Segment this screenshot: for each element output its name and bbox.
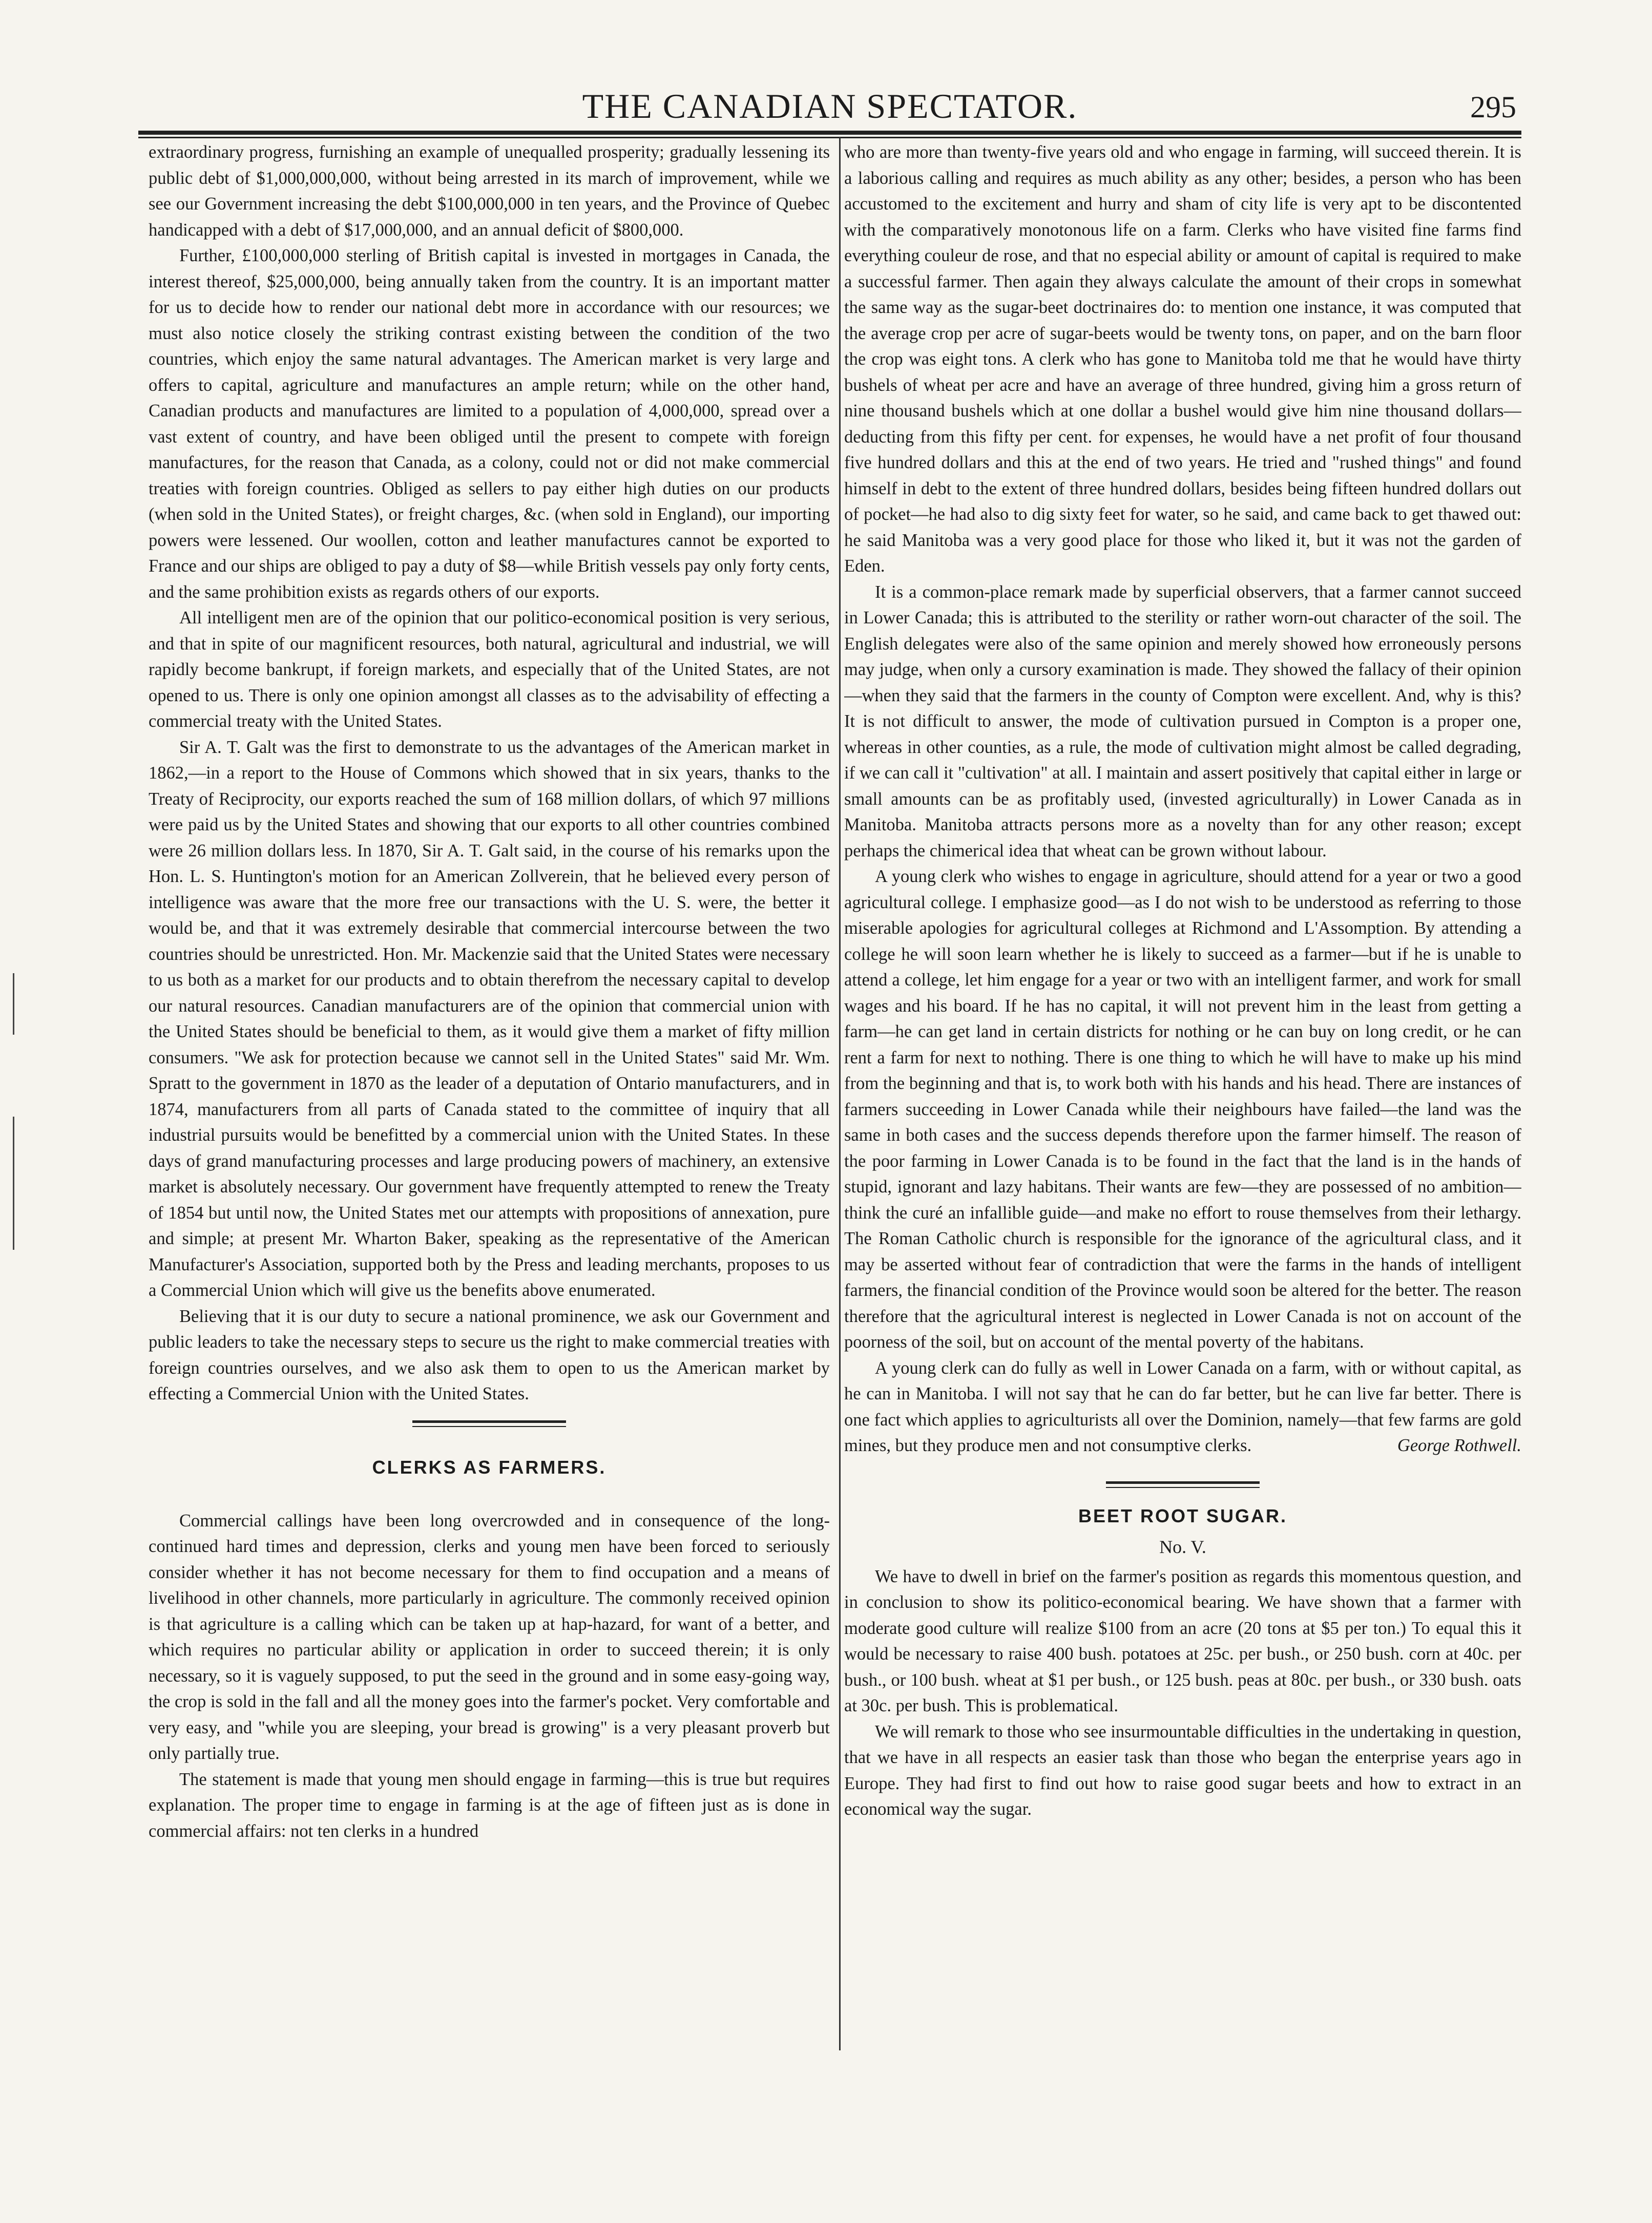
- section-rule: [1106, 1481, 1260, 1484]
- article-paragraph: Further, £100,000,000 sterling of British capital is invested in mortgages in Canada, the interest thereof, $25,000,000, being annually taken from the country. It is an important matter for us to decide how to render our national debt more in accordance with our resources; we must also notice closely the striking contrast existing between the condition of the two countries, which enjoy the same natural advantages. The American market is very large and offers to capital, agriculture and manufactures an ample return; while on the other hand, Canadian products and manufactures are limited to a population of 4,000,000, spread over a vast extent of country, and have been obliged until the present to compete with foreign manufactures, for the reason that Canada, as a colony, could not or did not make commercial treaties with foreign countries. Obliged as sellers to pay either high duties on our products (when sold in the United States), or freight charges, &c. (when sold in England), our importing powers were lessened. Our woollen, cotton and leather manufactures cannot be exported to France and our ships are obliged to pay a duty of $8—while British vessels pay only forty cents, and the same prohibition exists as regards others of our exports.: [149, 246, 830, 602]
- section-subtitle: No. V.: [1159, 1536, 1206, 1557]
- article-paragraph: All intelligent men are of the opinion that our politico-economical position is very serious, and that in spite of our magnificent resources, both natural, agricultural and industrial, we will rapidly become bankrupt, if foreign markets, and especially that of the United States, are not opened to us. There is only one opinion amongst all classes as to the advisability of effecting a commercial treaty with the United States.: [149, 608, 830, 731]
- masthead-rule: [138, 131, 1521, 135]
- article-paragraph: We have to dwell in brief on the farmer's position as regards this momentous question, and in conclusion to show its politico-economical bearing. We have shown that a farmer with moderate good culture will realize $100 from an acre (20 tons at $5 per ton.) To equal this it would be necessary to raise 400 bush. potatoes at 25c. per bush., or 250 bush. corn at 40c. per bush., or 100 bush. wheat at $1 per bush., or 125 bush. peas at 80c. per bush., or 330 bush. oats at 30c. per bush. This is problematical.: [844, 1566, 1521, 1715]
- article-paragraph: extraordinary progress, furnishing an example of unequalled prosperity; gradually lessening its public debt of $1,000,000,000, without being arrested in its march of improvement, while we see our Government increasing the debt $100,000,000 in ten years, and the Province of Quebec handicapped with a debt of $17,000,000, and an annual deficit of $800,000.: [149, 142, 830, 240]
- article-paragraph-text: A young clerk can do fully as well in Lower Canada on a farm, with or without capital, as he can in Manitoba. I will not say that he can do far better, but he can live far better. There is one fact which applies to agriculturists all over the Dominion, namely—that few farms are gold mines, but they produce men and not consumptive clerks.: [844, 1358, 1521, 1455]
- page-number: 295: [1470, 90, 1516, 124]
- right-column: [844, 139, 1521, 2055]
- section-rule: [412, 1420, 566, 1423]
- section-title-clerks-as-farmers: CLERKS AS FARMERS.: [372, 1456, 607, 1478]
- article-paragraph: [844, 1355, 1521, 1459]
- masthead-rule-thin: [138, 137, 1521, 138]
- article-paragraph: It is a common-place remark made by superficial observers, that a farmer cannot succeed in Lower Canada; this is attributed to the sterility or rather worn-out character of the soil. The English delegates were also of the same opinion and merely showed how erroneously persons may judge, when only a cursory examination is made. They showed the fallacy of their opinion—when they said that the farmers in the county of Compton were excellent. And, why is this? It is not difficult to answer, the mode of cultivation pursued in Compton is a proper one, whereas in other counties, as a rule, the mode of cultivation might almost be called degrading, if we can call it "cultivation" at all. I maintain and assert positively that capital either in large or small amounts can be as profitably used, (invested agriculturally) in Lower Canada as in Manitoba. Manitoba attracts persons more as a novelty than for any other reason; except perhaps the chimerical idea that wheat can be grown without labour.: [844, 582, 1521, 861]
- section-title-beet-root-sugar: BEET ROOT SUGAR.: [1078, 1505, 1288, 1526]
- article-paragraph: A young clerk who wishes to engage in agriculture, should attend for a year or two a good agricultural college. I emphasize good—as I do not wish to be understood as referring to those miserable apologies for agricultural colleges at Richmond and L'Assomption. By attending a college he will soon learn whether he is likely to succeed as a farmer—but if he is unable to attend a college, let him engage for a year or two with an intelligent farmer, and work for small wages and his board. If he has no capital, it will not prevent him in the least from getting a farm—he can get land in certain districts for nothing or he can buy on long credit, or he can rent a farm for next to nothing. There is one thing to which he will have to make up his mind from the beginning and that is, to work both with his hands and his head. There are instances of farmers succeeding in Lower Canada while their neighbours have failed—the land was the same in both cases and the success depends therefore upon the farmer himself. The reason of the poor farming in Lower Canada is to be found in the fact that the land is in the hands of stupid, ignorant and lazy habitans. Their wants are few—they are possessed of no ambition—think the curé an infallible guide—and make no effort to rouse themselves from their lethargy. The Roman Catholic church is responsible for the ignorance of the agricultural class, and it may be asserted without fear of contradiction that were the farms in the hands of intelligent farmers, the financial condition of the Province would soon be altered for the better. The reason therefore that the agricultural interest is neglected in Lower Canada is not on account of the poorness of the soil, but on account of the mental poverty of the habitans.: [844, 867, 1521, 1352]
- article-paragraph: Commercial callings have been long overcrowded and in consequence of the long-continued hard times and depression, clerks and young men have been forced to seriously consider whether it has not become necessary for them to find occupation and a means of livelihood in other channels, more particularly in agriculture. The commonly received opinion is that agriculture is a calling which can be taken up at hap-hazard, for want of a better, and which requires no particular ability or application in order to succeed therein; it is only necessary, so it is vaguely supposed, to put the seed in the ground and in some easy-going way, the crop is sold in the fall and all the money goes into the farmer's pocket. Very comfortable and very easy, and "while you are sleeping, your bread is growing" is a very pleasant proverb but only partially true.: [149, 1511, 830, 1763]
- author-signature: George Rothwell.: [1397, 1436, 1521, 1455]
- masthead-title: THE CANADIAN SPECTATOR.: [582, 87, 1078, 125]
- left-column: [149, 139, 830, 2055]
- margin-mark: [13, 1117, 14, 1250]
- article-paragraph: Believing that it is our duty to secure a national prominence, we ask our Government and public leaders to take the necessary steps to secure us the right to make commercial treaties with foreign countries ourselves, and we also ask them to open to us the American market by effecting a Commercial Union with the United States.: [149, 1306, 830, 1403]
- margin-mark: [13, 973, 14, 1035]
- masthead: [138, 85, 1521, 141]
- article-paragraph: who are more than twenty-five years old and who engage in farming, will succeed therein. It is a laborious calling and requires as much ability as any other; besides, a person who has been accustomed to the excitement and hurry and sham of city life is very apt to be discontented with the comparatively monotonous life on a farm. Clerks who have visited fine farms find everything couleur de rose, and that no especial ability or amount of capital is required to make a successful farmer. Then again they always calculate the amount of their crops in somewhat the same way as the sugar-beet doctrinaires do: to mention one instance, it was computed that the average crop per acre of sugar-beets would be twenty tons, on paper, and on the barn floor the crop was eight tons. A clerk who has gone to Manitoba told me that he would have thirty bushels of wheat per acre and have an average of three hundred, giving him a gross return of nine thousand bushels which at one dollar a bushel would give him nine thousand dollars—deducting from this fifty per cent. for expenses, he would have a net profit of four thousand five hundred dollars and this at the end of two years. He tried and "rushed things" and found himself in debt to the extent of three hundred dollars, besides being fifteen hundred dollars out of pocket—he had also to dig sixty feet for water, so he said, and came back to get thawed out: he said Manitoba was a very good place for those who liked it, but it was not the garden of Eden.: [844, 142, 1521, 576]
- article-paragraph: The statement is made that young men should engage in farming—this is true but requires explanation. The proper time to engage in farming is at the age of fifteen just as is done in commercial affairs: not ten clerks in a hundred: [149, 1769, 830, 1841]
- column-divider: [839, 137, 841, 2050]
- article-paragraph: We will remark to those who see insurmountable difficulties in the undertaking in question, that we have in all respects an easier task than those who began the enterprise years ago in Europe. They had first to find out how to raise good sugar beets and how to extract in an economical way the sugar.: [844, 1722, 1521, 1819]
- article-paragraph: Sir A. T. Galt was the first to demonstrate to us the advantages of the American market in 1862,—in a report to the House of Commons which showed that in six years, thanks to the Treaty of Reciprocity, our exports reached the sum of 168 million dollars, of which 97 millions were paid us by the United States and showing that our exports to all other countries combined were 26 million dollars less. In 1870, Sir A. T. Galt said, in the course of his remarks upon the Hon. L. S. Huntington's motion for an American Zollverein, that he believed every person of intelligence was aware that the more free our transactions with the U. S. were, the better it would be, and that it was extremely desirable that commercial intercourse between the two countries should be unrestricted. Hon. Mr. Mackenzie said that the United States were necessary to us both as a market for our products and to obtain therefrom the necessary capital to develop our natural resources. Canadian manufacturers are of the opinion that commercial union with the United States should be beneficial to them, as it would give them a market of fifty million consumers. "We ask for protection because we cannot sell in the United States" said Mr. Wm. Spratt to the government in 1870 as the leader of a deputation of Ontario manufacturers, and in 1874, manufacturers from all parts of Canada stated to the committee of inquiry that all industrial pursuits would be benefitted by a commercial union with the United States. In these days of grand manufacturing processes and large producing powers of machinery, an extensive market is absolutely necessary. Our government have frequently attempted to renew the Treaty of 1854 but until now, the United States met our attempts with propositions of annexation, pure and simple; at present Mr. Wharton Baker, speaking as the representative of the American Manufacturer's Association, supported both by the Press and leading merchants, proposes to us a Commercial Union which will give us the benefits above enumerated.: [149, 737, 830, 1300]
